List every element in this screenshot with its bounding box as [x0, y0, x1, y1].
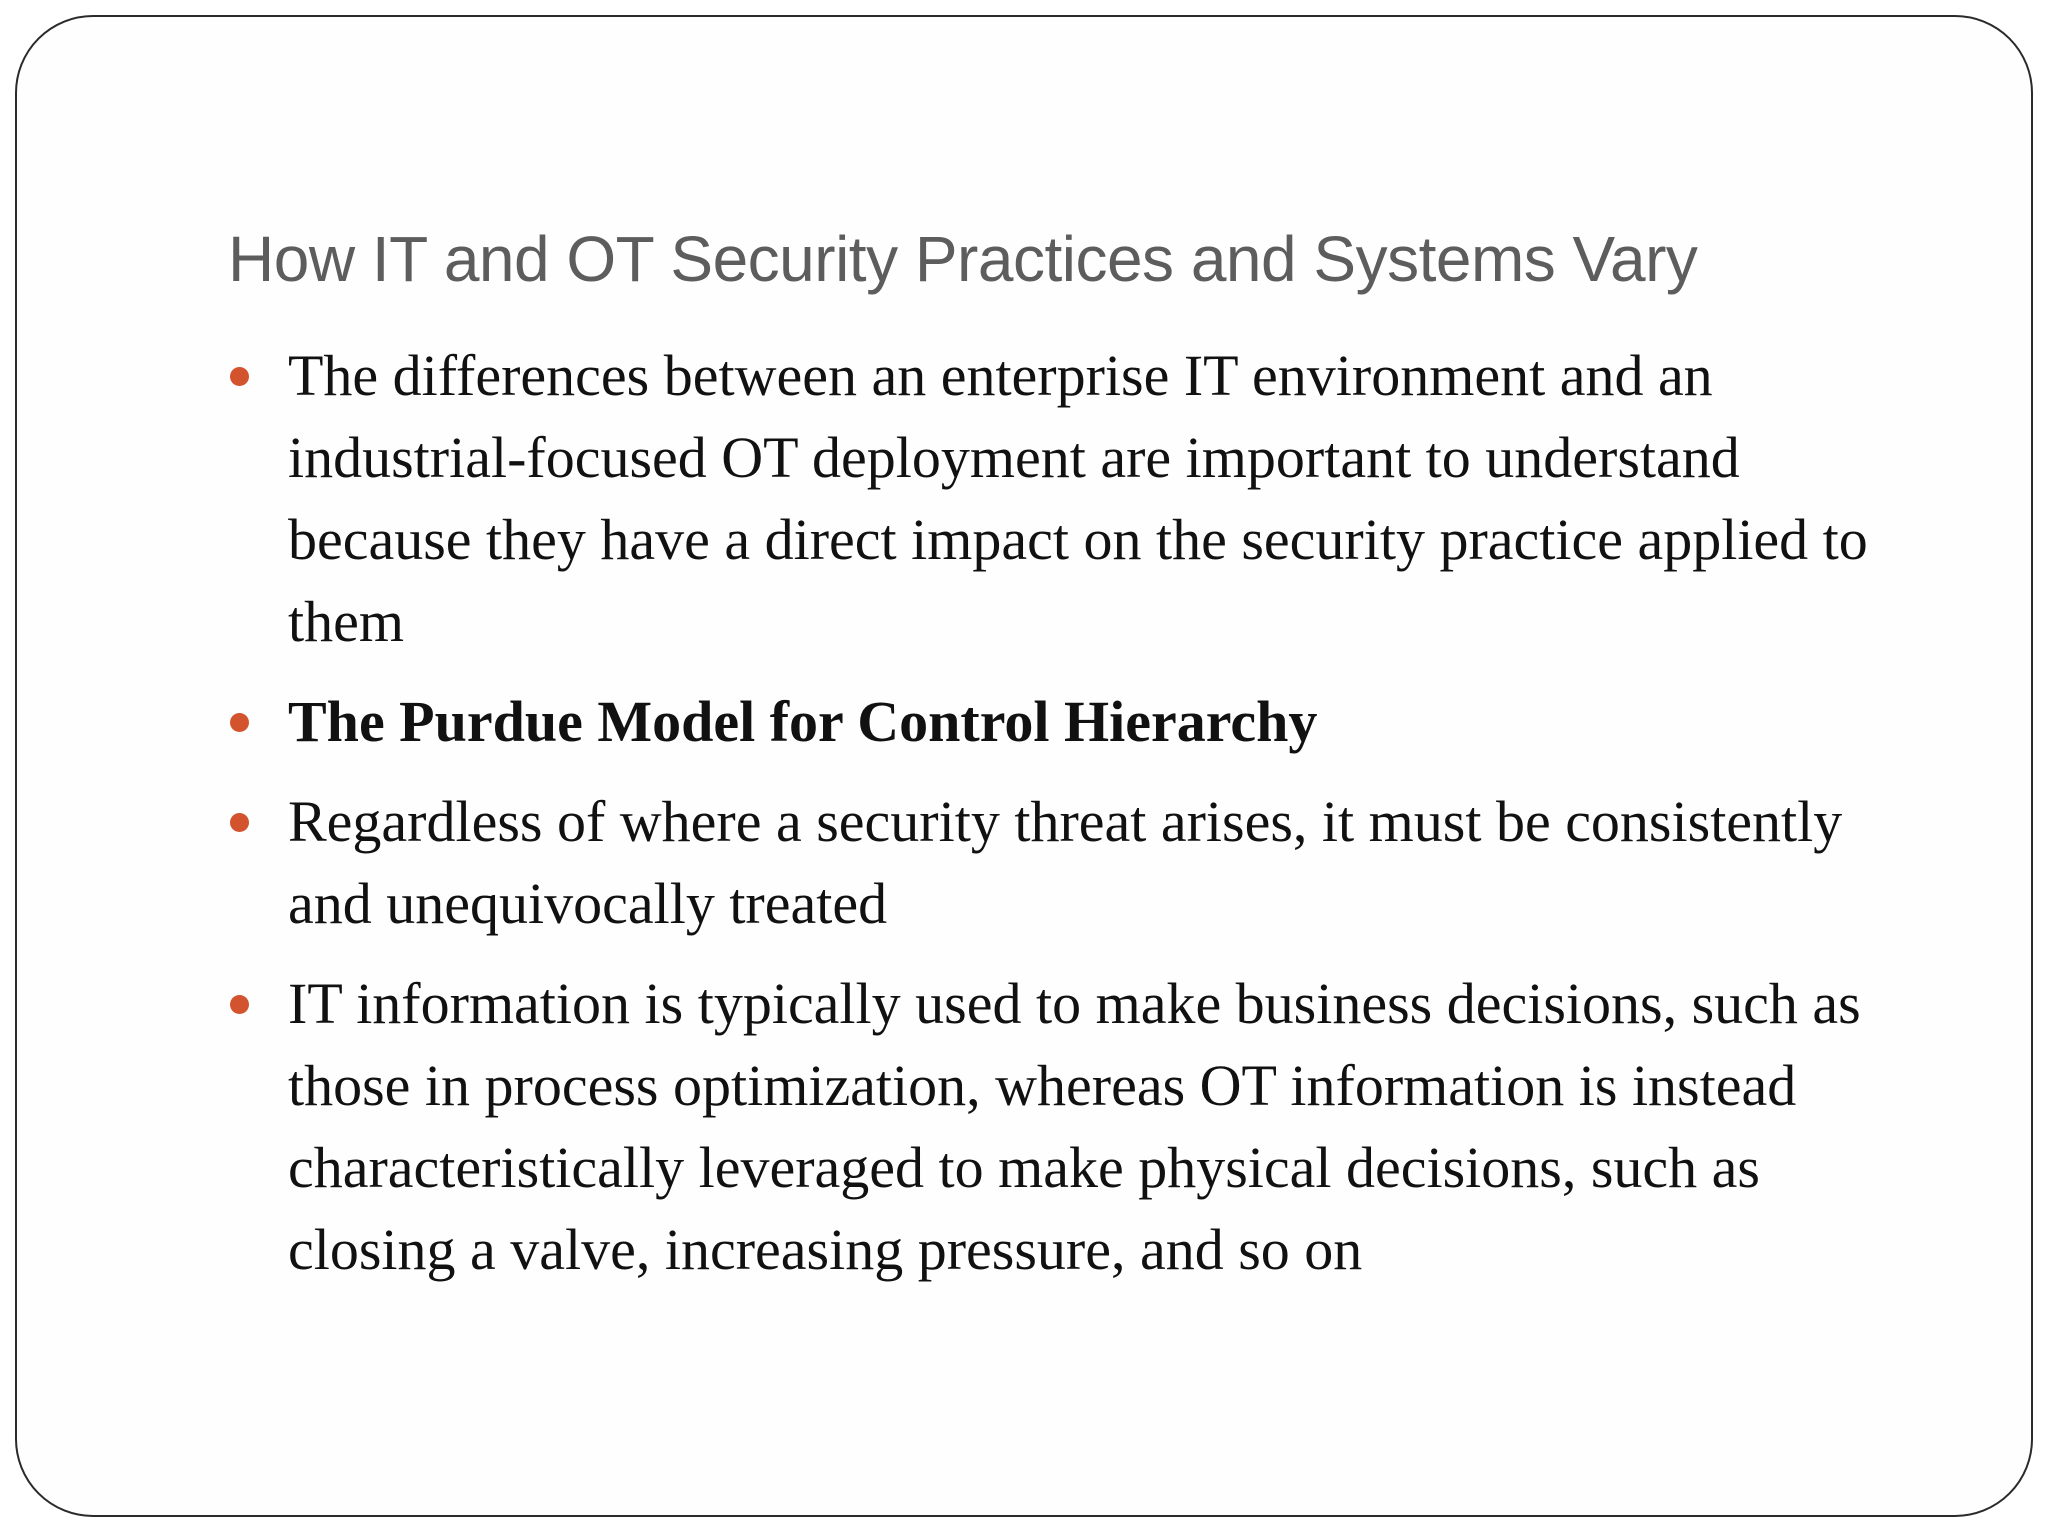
bullet-dot-icon [230, 813, 249, 832]
bullet-dot-icon [230, 367, 249, 386]
bullet-dot-icon [230, 713, 249, 732]
bullet-dot-icon [230, 995, 249, 1014]
bullet-text: The differences between an enterprise IT environment and an industrial-focused OT deployment are important to understand because they have a direct impact on the security practice applied to them [288, 343, 1868, 654]
bullet-item-differences [228, 335, 1928, 663]
bullet-list [228, 335, 1928, 1309]
bullet-text: The Purdue Model for Control Hierarchy [288, 689, 1318, 754]
bullet-item-security-threat [228, 781, 1928, 945]
bullet-item-purdue-model [228, 681, 1928, 763]
slide-title: How IT and OT Security Practices and Systems Vary [228, 223, 1698, 295]
bullet-item-it-vs-ot-information [228, 963, 1928, 1291]
bullet-text: Regardless of where a security threat arises, it must be consistently and unequivocally treated [288, 789, 1843, 936]
bullet-text: IT information is typically used to make business decisions, such as those in process optimization, whereas OT information is instead characteristically leveraged to make physical decisions, such as closing a valve, increasing pressure, and so on [288, 971, 1861, 1282]
